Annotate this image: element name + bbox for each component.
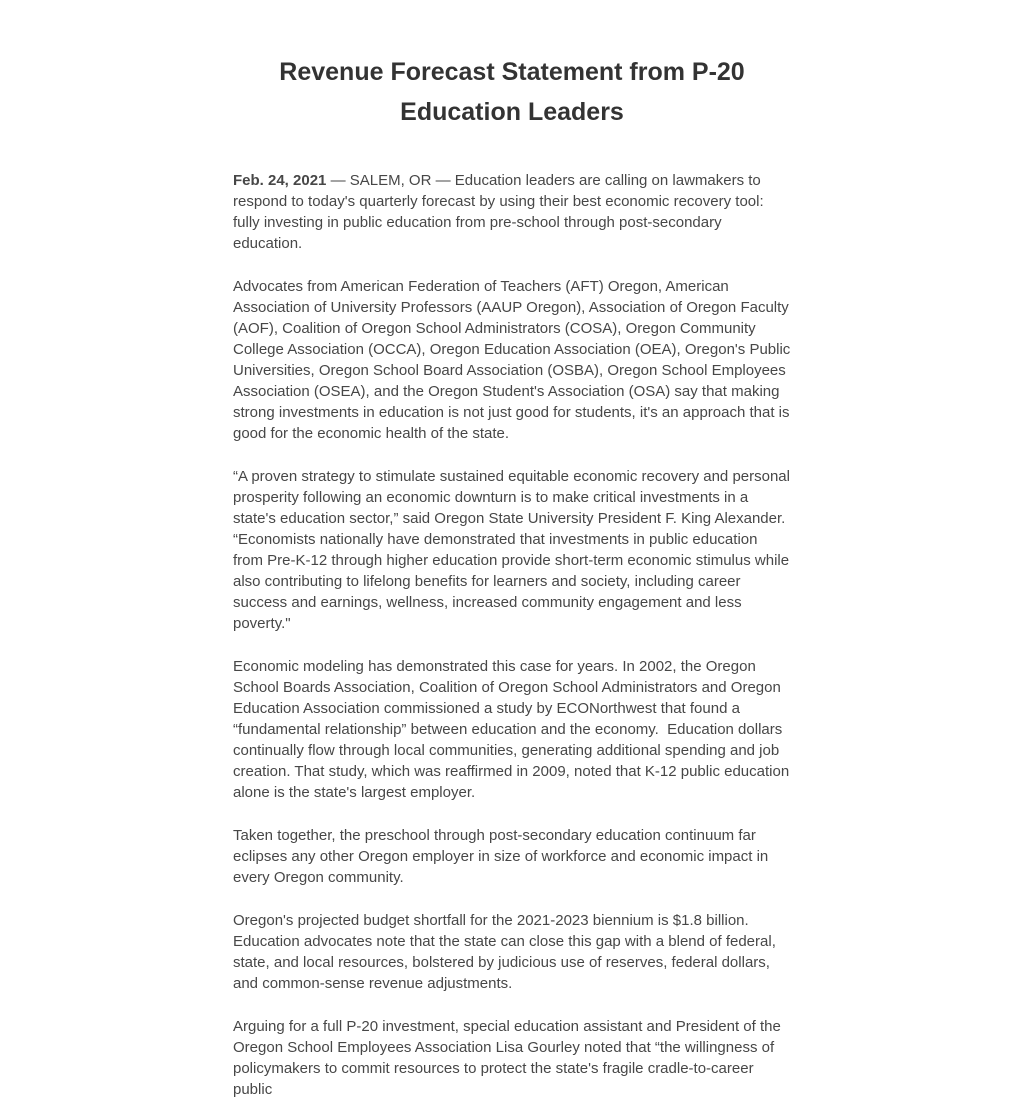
- paragraph-quote-gourley: Arguing for a full P-20 investment, special education assistant and President of the Oregon School Employees Association Lisa Gourley noted that “the willingness of policymakers to commit resources to protect the state's fragile cradle-to-career public: [233, 1018, 785, 1098]
- paragraph-dateline: [233, 170, 791, 254]
- page-title: Revenue Forecast Statement from P-20 Education Leaders: [279, 58, 745, 126]
- paragraph-budget-shortfall: Oregon's projected budget shortfall for the 2021-2023 biennium is $1.8 billion. Education advocates note that the state can close this gap with a blend of federal, state, and local resources, bolstered by judicious use of reserves, federal dollars, and common-sense revenue adjustments.: [233, 912, 781, 992]
- press-release-article: [233, 0, 795, 1100]
- paragraph-taken-together: Taken together, the preschool through post-secondary education continuum far eclipses any other Oregon employer in size of workforce and economic impact in every Oregon community.: [233, 827, 773, 886]
- paragraph-advocates: Advocates from American Federation of Teachers (AFT) Oregon, American Association of University Professors (AAUP Oregon), Association of Oregon Faculty (AOF), Coalition of Oregon School Administrators (COSA), Oregon Community College Association (OCCA), Oregon Education Association (OEA), Oregon's Public Universities, Oregon School Board Association (OSBA), Oregon School Employees Association (OSEA), and the Oregon Student's Association (OSA) say that making strong investments in education is not just good for students, it's an approach that is good for the economic health of the state.: [233, 278, 795, 442]
- dateline-text: — SALEM, OR — Education leaders are calling on lawmakers to respond to today's quarterly forecast by using their best economic recovery tool: fully investing in public education from pre-school through post-secondary education.: [233, 172, 768, 252]
- paragraph-quote-alexander: “A proven strategy to stimulate sustained equitable economic recovery and personal prosperity following an economic downturn is to make critical investments in a state's education sector,” said Oregon State University President F. King Alexander. “Economists nationally have demonstrated that investments in public education from Pre-K-12 through higher education provide short-term economic stimulus while also contributing to lifelong benefits for learners and society, including career success and earnings, wellness, increased community engagement and less poverty.": [233, 468, 795, 632]
- dateline-date: Feb. 24, 2021: [233, 172, 327, 189]
- paragraph-economic-modeling: Economic modeling has demonstrated this case for years. In 2002, the Oregon School Boards Association, Coalition of Oregon School Administrators and Oregon Education Association commissioned a study by ECONorthwest that found a “fundamental relationship” between education and the economy. Education dollars continually flow through local communities, generating additional spending and job creation. That study, which was reaffirmed in 2009, noted that K-12 public education alone is the state's largest employer.: [233, 658, 794, 801]
